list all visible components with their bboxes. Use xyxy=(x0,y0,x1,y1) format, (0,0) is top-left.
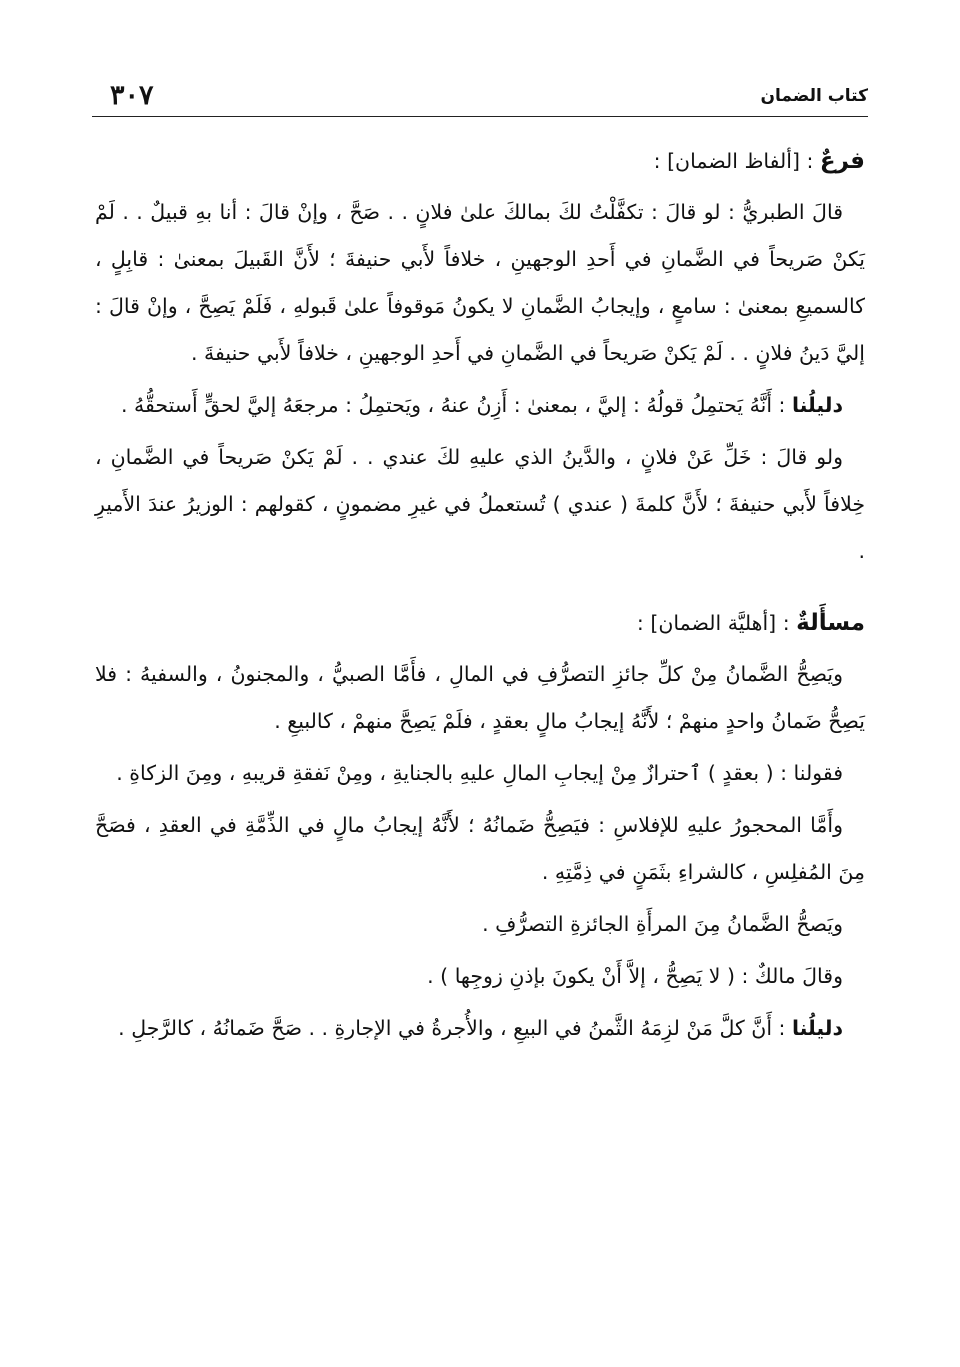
evidence-text: : أَنَّ كلَّ مَنْ لزِمَهُ الثَّمنُ في البيعِ ، والأُجرةُ في الإجارةِ . . صَحَّ ضَمانُهُ ، كالرَّجلِ . xyxy=(118,1016,792,1040)
paragraph-woman: ويَصحُّ الضَّمانُ مِنَ المرأَةِ الجائزةِ التصرُّفِ . xyxy=(482,912,843,936)
paragraph-indi: ولو قالَ : خَلِّ عَنْ فلانٍ ، والدَّينُ الذي عليهِ لكَ عندي . . لَمْ يَكنْ صَريحاً في الضَّمانِ ، خِلافاً لأَبي حنيفةَ ؛ لأَنَّ كلمةَ ( عندي ) تُستعملُ في غيرِ مضمونٍ ، كقولهم : الوزيرُ عندَ الأَميرِ . xyxy=(95,445,865,563)
paragraph-contract-qualifier: فقولنا : ( بعقدٍ ) ٱحترازٌ مِنْ إيجابِ المالِ عليهِ بالجنايةِ ، ومِنْ نَفقةِ قريبهِ ، ومِنَ الزكاةِ . xyxy=(116,761,843,785)
paragraph-eligibility: ويَصِحُّ الضَّمانُ مِنْ كلِّ جائزِ التصرُّفِ في المالِ ، فأَمَّا الصبيُّ ، والمجنونُ ، والسفيهُ : فلا يَصِحُّ ضَمانُ واحدٍ منهمْ ؛ لأَنَّهُ إيجابُ مالٍ بعقدٍ ، فلَمْ يَصِحَّ منهمْ ، كالبيعِ . xyxy=(95,662,865,733)
paragraph-tabari: قالَ الطبريُّ : لو قالَ : تكفَّلْتُ لكَ بمالكَ علىٰ فلانٍ . . صَحَّ ، وإنْ قالَ : أنا بهِ قبيلٌ . . لَمْ يَكنْ صَريحاً في الضَّمانِ في أَحدِ الوجهينِ ، خلافاً لأَبي حنيفةَ ؛ لأَنَّ القَبيلَ بمعنىٰ : قابِلٍ ، كالسميعِ بمعنىٰ : سامعٍ ، وإيجابُ الضَّمانِ لا يكونُ مَوقوفاً علىٰ قَبولهِ ، فَلَمْ يَصِحَّ ، وإنْ قالَ : إليَّ دَينُ فلانٍ . . لَمْ يَكنْ صَريحاً في الضَّمانِ في أَحدِ الوجهينِ ، خلافاً لأَبي حنيفةَ . xyxy=(95,200,865,365)
section-heading-masala xyxy=(95,600,865,647)
paragraph-bankrupt: وأَمَّا المحجورُ عليهِ للإفلاسِ : فيَصِحُّ ضَمانُهُ ؛ لأَنَّهُ إيجابُ مالٍ في الذِّمَّةِ في العقدِ ، فصَحَّ مِنَ المُفلِسِ ، كالشراءِ بثَمَنٍ في ذِمَّتِهِ . xyxy=(95,813,865,884)
heading-title: : [أهليَّة الضمان] : xyxy=(636,611,797,635)
paragraph-malik: وقالَ مالكٌ : ( لا يَصِحُّ ، إلاَّ أَنْ يكونَ بإذنِ زوجِها ) . xyxy=(427,964,843,988)
paragraph-evidence-2 xyxy=(95,1005,865,1052)
heading-keyword: فرعٌ xyxy=(819,148,865,174)
evidence-label: دليلُنا xyxy=(791,393,843,417)
running-head: كتاب الضمان xyxy=(760,86,868,106)
section-gap xyxy=(95,580,865,600)
page-number: ٣٠٧ xyxy=(110,80,154,111)
page-header xyxy=(92,72,868,117)
page-body xyxy=(95,138,865,1057)
paragraph-evidence-1 xyxy=(95,382,865,429)
heading-title: : [ألفاظ الضمان] : xyxy=(653,149,820,173)
heading-keyword: مسأَلةٌ xyxy=(796,610,865,636)
evidence-text: : أَنَّهُ يَحتمِلُ قولُهُ : إليَّ ، بمعنىٰ : أَزِنُ عنهُ ، ويَحتمِلُ : مرجعَهُ إليَّ لحقٍّ أَستحقُّهُ . xyxy=(120,393,792,417)
evidence-label: دليلُنا xyxy=(791,1016,843,1040)
section-heading-far xyxy=(95,138,865,185)
